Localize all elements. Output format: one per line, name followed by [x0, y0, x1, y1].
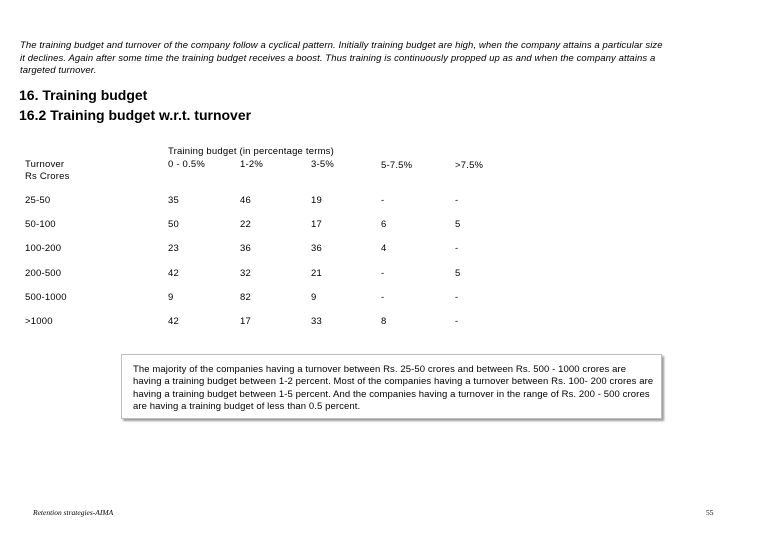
value-cell: -	[381, 291, 385, 303]
value-cell: -	[455, 195, 459, 206]
table-super-header: Training budget (in percentage terms)	[168, 146, 334, 157]
value-cell: 50	[168, 219, 179, 231]
value-cell: 32	[240, 267, 251, 279]
turnover-header: Turnover	[25, 159, 65, 170]
value-cell: 4	[381, 243, 387, 255]
value-cell: 36	[240, 243, 251, 255]
value-cell: 36	[311, 243, 322, 255]
value-cell: 8	[381, 316, 387, 327]
value-cell: -	[455, 316, 459, 327]
column-header: 5-7.5%	[381, 160, 413, 171]
turnover-cell: >1000	[25, 316, 53, 327]
turnover-unit-header: Rs Crores	[25, 171, 70, 182]
value-cell: 33	[311, 316, 322, 327]
value-cell: 17	[311, 219, 322, 231]
value-cell: 82	[240, 291, 251, 303]
value-cell: 5	[455, 267, 461, 279]
value-cell: -	[455, 291, 459, 303]
column-header: 1-2%	[240, 159, 263, 170]
value-cell: 22	[240, 219, 251, 231]
value-cell: 42	[168, 316, 179, 327]
value-cell: -	[381, 267, 385, 279]
value-cell: 23	[168, 243, 179, 255]
page-number: 55	[706, 508, 714, 517]
value-cell: 35	[168, 195, 179, 206]
value-cell: -	[381, 195, 385, 206]
footer-text: Retention strategies-AIMA	[33, 508, 114, 517]
summary-box	[121, 354, 662, 419]
value-cell: 5	[455, 219, 461, 231]
value-cell: 6	[381, 219, 387, 231]
turnover-cell: 200-500	[25, 267, 62, 279]
column-header: 3-5%	[311, 159, 334, 170]
column-header: >7.5%	[455, 160, 484, 171]
section-heading: 16. Training budget	[19, 87, 148, 103]
value-cell: 46	[240, 195, 251, 206]
value-cell: 17	[240, 316, 251, 327]
value-cell: 21	[311, 267, 322, 279]
value-cell: 42	[168, 267, 179, 279]
value-cell: -	[455, 243, 459, 255]
column-header: 0 - 0.5%	[168, 159, 205, 170]
turnover-cell: 25-50	[25, 195, 51, 206]
turnover-cell: 50-100	[25, 219, 56, 231]
subsection-heading: 16.2 Training budget w.r.t. turnover	[19, 107, 252, 123]
value-cell: 9	[168, 291, 174, 303]
intro-paragraph: The training budget and turnover of the company follow a cyclical pattern. Initially training budget are high, when the company attains a particular size it declines. Again after some time the training budget receives a boost. Thus training is continuously propped up as and when the company attains a targeted turnover.	[20, 40, 663, 76]
value-cell: 9	[311, 291, 317, 303]
turnover-cell: 100-200	[25, 243, 62, 255]
summary-text: The majority of the companies having a turnover between Rs. 25-50 crores and between Rs. 500 - 1000 crores are having a training budget between 1-2 percent. Most of the companies having a turnover between Rs. 100- 200 crores are having a training budget between 1-5 percent. And the companies having a turnover in the range of Rs. 200 - 500 crores are having a training budget of less than 0.5 percent.	[133, 364, 654, 412]
turnover-cell: 500-1000	[25, 291, 67, 303]
value-cell: 19	[311, 195, 322, 206]
